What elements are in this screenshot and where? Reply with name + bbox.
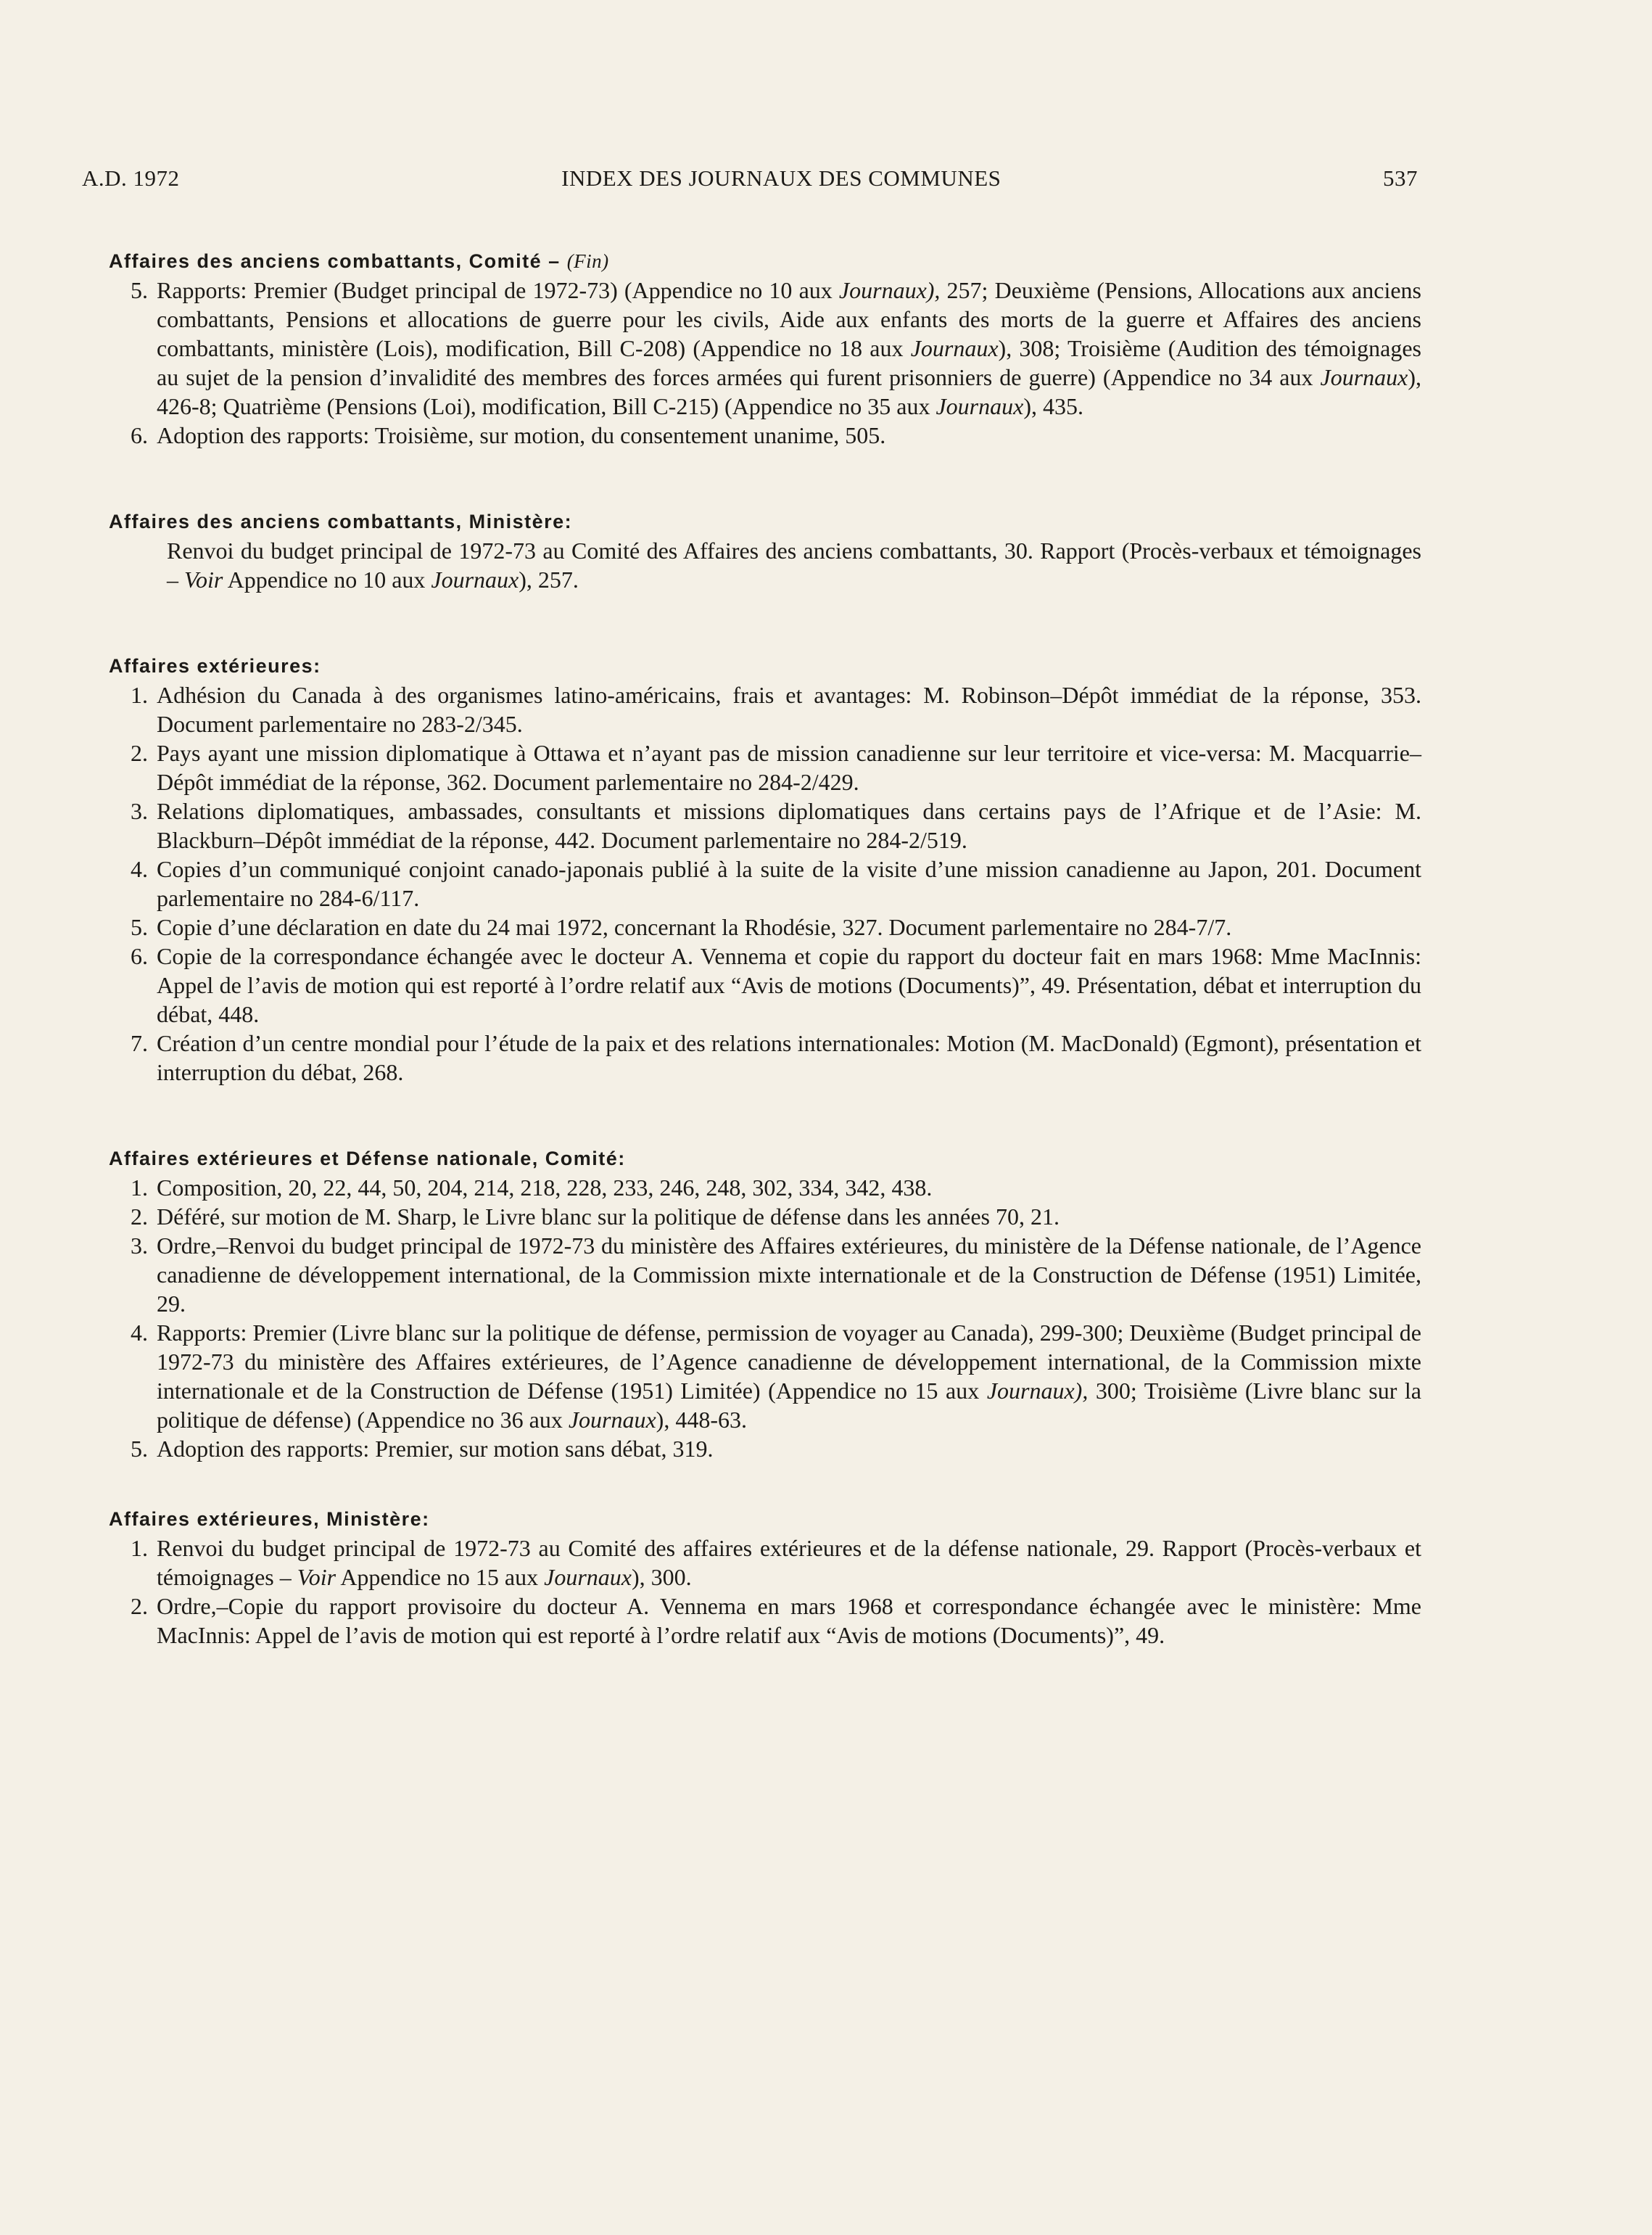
entry-text: Relations diplomatiques, ambassades, consultants et missions diplomatiques dans certains pays de l’Afrique et de l’Asie: M. Blackburn–Dépôt immédiat de la réponse, 442. Document parlementaire no 284-2/519. bbox=[157, 798, 1421, 853]
section-title bbox=[109, 1148, 1421, 1170]
italic-text: Journaux bbox=[910, 335, 999, 361]
entry-text: Ordre,–Renvoi du budget principal de 1972-73 du ministère des Affaires extérieures, du ministère de la Défense nationale, de l’Agence canadienne de développement international, de la Commission mixte internationale et de la Construction de Défense (1951) Limitée, 29. bbox=[157, 1232, 1421, 1317]
index-section bbox=[109, 250, 1421, 450]
entry-body bbox=[157, 738, 1421, 797]
entry-text: Ordre,–Copie du rapport provisoire du docteur A. Vennema en mars 1968 et correspondance échangée avec le ministère: Mme MacInnis: Appel de l’avis de motion qui est reporté à l’ordre relatif aux “Avis de motions (Documents)”, 49. bbox=[157, 1593, 1421, 1648]
header-year: A.D. 1972 bbox=[82, 165, 180, 191]
section-title bbox=[109, 511, 1421, 533]
entry-body bbox=[157, 421, 1421, 450]
italic-text: Journaux bbox=[1320, 364, 1408, 390]
entry-number: 5. bbox=[131, 1436, 148, 1462]
entry-number: 2. bbox=[131, 1593, 148, 1619]
section-paragraph bbox=[109, 536, 1421, 594]
index-entry bbox=[109, 276, 1421, 421]
italic-text: Voir bbox=[297, 1564, 336, 1590]
entry-body bbox=[157, 680, 1421, 738]
entry-body bbox=[157, 1173, 1421, 1202]
entry-text: ), 448-63. bbox=[656, 1407, 747, 1433]
entry-number: 3. bbox=[131, 1232, 148, 1259]
index-section bbox=[109, 1508, 1421, 1650]
index-entry bbox=[109, 1231, 1421, 1318]
index-entry bbox=[109, 1592, 1421, 1650]
entry-text: Composition, 20, 22, 44, 50, 204, 214, 218, 228, 233, 246, 248, 302, 334, 342, 438. bbox=[157, 1174, 933, 1201]
index-section bbox=[109, 511, 1421, 594]
index-entry bbox=[109, 1173, 1421, 1202]
entry-text: Renvoi du budget principal de 1972-73 au Comité des Affaires des anciens combattants, 30. Rapport (Procès-verbaux et témoignages – bbox=[167, 538, 1421, 593]
entry-body bbox=[157, 1592, 1421, 1650]
entry-number: 3. bbox=[131, 798, 148, 824]
index-entry bbox=[109, 1029, 1421, 1087]
index-entry bbox=[109, 421, 1421, 450]
entry-number: 6. bbox=[131, 943, 148, 969]
index-section bbox=[109, 1148, 1421, 1463]
entry-body bbox=[157, 1029, 1421, 1087]
entry-text: Copie d’une déclaration en date du 24 mai 1972, concernant la Rhodésie, 327. Document parlementaire no 284-7/7. bbox=[157, 914, 1232, 940]
entry-text: ), 257. bbox=[519, 567, 579, 593]
header-title: INDEX DES JOURNAUX DES COMMUNES bbox=[561, 165, 1001, 191]
page-number: 537 bbox=[1382, 165, 1418, 191]
section-title-text: Affaires des anciens combattants, Ministère: bbox=[109, 511, 573, 532]
entry-body bbox=[157, 1202, 1421, 1231]
index-entry bbox=[109, 913, 1421, 942]
index-entry bbox=[109, 1318, 1421, 1434]
entry-number: 6. bbox=[131, 422, 148, 448]
entry-number: 2. bbox=[131, 740, 148, 766]
entry-body bbox=[157, 913, 1421, 942]
entry-number: 4. bbox=[131, 856, 148, 882]
section-title-text: Affaires extérieures: bbox=[109, 655, 321, 677]
entry-text: Rapports: Premier (Livre blanc sur la politique de défense, permission de voyager au Canada), 299-300; Deuxième (Budget principal de 1972-73 du ministère des Affaires extérieures, de l’Agence canadienne de développement international, de la Commission mixte internationale et de la Construction de Défense (1951) Limitée) (Appendice no 15 aux bbox=[157, 1320, 1421, 1404]
section-title bbox=[109, 655, 1421, 678]
index-entry bbox=[109, 680, 1421, 738]
italic-text: Journaux bbox=[431, 567, 519, 593]
entry-text: Copies d’un communiqué conjoint canado-japonais publié à la suite de la visite d’une mission canadienne au Japon, 201. Document parlementaire no 284-6/117. bbox=[157, 856, 1421, 911]
index-entry bbox=[109, 738, 1421, 797]
entry-number: 1. bbox=[131, 1535, 148, 1561]
entry-text: Adoption des rapports: Troisième, sur motion, du consentement unanime, 505. bbox=[157, 422, 886, 448]
entry-text: Création d’un centre mondial pour l’étude de la paix et des relations internationales: Motion (M. MacDonald) (Egmont), présentation et interruption du débat, 268. bbox=[157, 1030, 1421, 1085]
entry-number: 7. bbox=[131, 1030, 148, 1056]
section-title-text: Affaires extérieures et Défense nationale, Comité: bbox=[109, 1148, 626, 1169]
section-title-text: Affaires extérieures, Ministère: bbox=[109, 1508, 430, 1530]
entry-text: Appendice no 15 aux bbox=[336, 1564, 545, 1590]
entry-number: 5. bbox=[131, 914, 148, 940]
index-entry bbox=[109, 797, 1421, 855]
entry-body bbox=[157, 1534, 1421, 1592]
entry-number: 5. bbox=[131, 277, 148, 303]
section-title bbox=[109, 1508, 1421, 1531]
index-section bbox=[109, 655, 1421, 1087]
entry-number: 1. bbox=[131, 682, 148, 708]
section-continued-label: (Fin) bbox=[566, 250, 609, 272]
entry-text: 300; Troisième (Livre blanc sur la politique de défense) (Appendice no 36 aux bbox=[157, 1378, 1422, 1433]
italic-text: Journaux), bbox=[838, 277, 941, 303]
entry-text: Appendice no 10 aux bbox=[223, 567, 431, 593]
entry-text: ), 435. bbox=[1023, 393, 1083, 419]
entry-body bbox=[157, 797, 1421, 855]
entry-text: Copie de la correspondance échangée avec le docteur A. Vennema et copie du rapport du docteur fait en mars 1968: Mme MacInnis: Appel de l’avis de motion qui est reporté à l’ordre relatif aux “Avis de motions (Documents)”, 49. Présentation, débat et interruption du débat, 448. bbox=[157, 943, 1421, 1027]
entry-body bbox=[157, 942, 1421, 1029]
index-content bbox=[109, 250, 1421, 1711]
entry-body bbox=[157, 1318, 1421, 1434]
entry-text: Rapports: Premier (Budget principal de 1972-73) (Appendice no 10 aux bbox=[157, 277, 839, 303]
entry-text: 257; Deuxième (Pensions, Allocations aux anciens combattants, Pensions et allocations de guerre pour les civils, Aide aux enfants des morts de la guerre et Affaires des anciens combattants, ministère (Lois), modification, Bill C-208) (Appendice no 18 aux bbox=[157, 277, 1422, 361]
entry-number: 1. bbox=[131, 1174, 148, 1201]
entry-text: ), 308; Troisième (Audition des témoignages au sujet de la pension d’invalidité des membres des forces armées qui furent prisonniers de guerre) (Appendice no 34 aux bbox=[157, 335, 1422, 390]
section-title-text: Affaires des anciens combattants, Comité – bbox=[109, 250, 561, 272]
entry-body bbox=[157, 1231, 1421, 1318]
section-title bbox=[109, 250, 1421, 273]
entry-text: Pays ayant une mission diplomatique à Ottawa et n’ayant pas de mission canadienne sur leur territoire et vice-versa: M. Macquarrie–Dépôt immédiat de la réponse, 362. Document parlementaire no 284-2/429. bbox=[157, 740, 1421, 795]
index-entry bbox=[109, 1434, 1421, 1463]
index-entry bbox=[109, 1202, 1421, 1231]
italic-text: Journaux), bbox=[986, 1378, 1089, 1404]
page-header bbox=[82, 165, 1418, 192]
entry-text: Adoption des rapports: Premier, sur motion sans débat, 319. bbox=[157, 1436, 714, 1462]
entry-text: ), 426-8; Quatrième (Pensions (Loi), modification, Bill C-215) (Appendice no 35 aux bbox=[157, 364, 1421, 419]
entry-text: Adhésion du Canada à des organismes latino-américains, frais et avantages: M. Robinson–Dépôt immédiat de la réponse, 353. Document parlementaire no 283-2/345. bbox=[157, 682, 1421, 737]
entry-number: 2. bbox=[131, 1203, 148, 1230]
entry-body bbox=[157, 276, 1421, 421]
entry-body bbox=[157, 1434, 1421, 1463]
italic-text: Journaux bbox=[936, 393, 1024, 419]
entry-text: Renvoi du budget principal de 1972-73 au Comité des affaires extérieures et de la défense nationale, 29. Rapport (Procès-verbaux et témoignages – bbox=[157, 1535, 1421, 1590]
italic-text: Journaux bbox=[544, 1564, 632, 1590]
italic-text: Voir bbox=[184, 567, 223, 593]
italic-text: Journaux bbox=[568, 1407, 656, 1433]
index-entry bbox=[109, 855, 1421, 913]
index-entry bbox=[109, 1534, 1421, 1592]
entry-text: Déféré, sur motion de M. Sharp, le Livre blanc sur la politique de défense dans les années 70, 21. bbox=[157, 1203, 1060, 1230]
entry-number: 4. bbox=[131, 1320, 148, 1346]
entry-body bbox=[157, 855, 1421, 913]
index-entry bbox=[109, 942, 1421, 1029]
entry-text: ), 300. bbox=[631, 1564, 692, 1590]
